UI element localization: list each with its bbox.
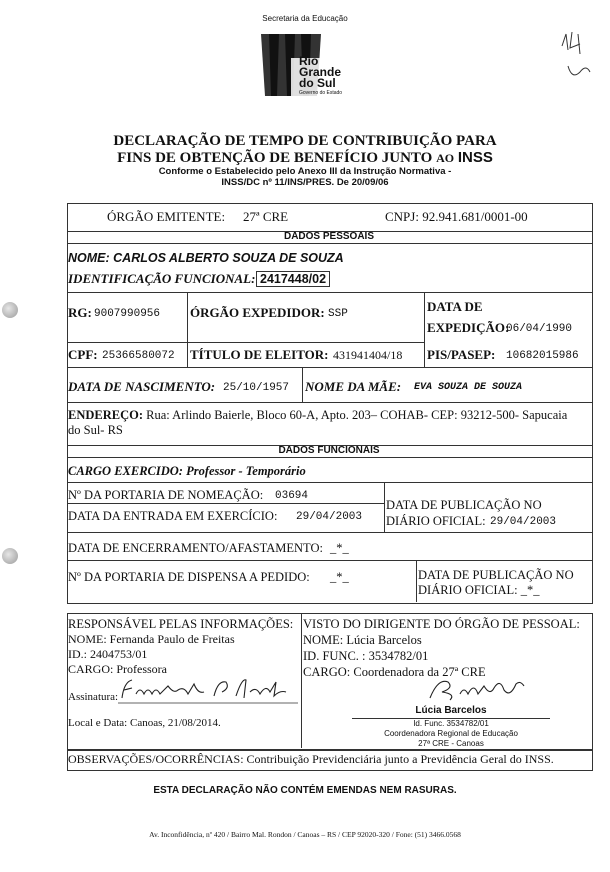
pis-pasep-value: 10682015986 <box>506 350 579 362</box>
endereco-label: ENDEREÇO: <box>68 408 144 422</box>
subtitle-line-2: INSS/DC nº 11/INS/PRES. De 20/09/06 <box>221 177 389 188</box>
dados-pessoais-heading: DADOS PESSOAIS <box>283 231 375 242</box>
pis-pasep-label: PIS/PASEP: <box>427 347 496 362</box>
entrada-exercicio-label: DATA DA ENTRADA EM EXERCÍCIO: <box>68 509 278 523</box>
observacoes-text: OBSERVAÇÕES/OCORRÊNCIAS: Contribuição Previdenciária junto a Previdência Geral do INSS. <box>68 752 554 766</box>
data-nascimento-value: 25/10/1957 <box>223 382 290 394</box>
logo-text-do-sul: do Sul <box>299 76 336 90</box>
nome-mae-value: EVA SOUZA DE SOUZA <box>414 382 523 393</box>
rio-grande-do-sul-logo <box>255 30 365 100</box>
responsavel-signature <box>118 672 298 706</box>
endereco-value: Rua: Arlindo Baierle, Bloco 60-A, Apto. 203– COHAB- CEP: 93212-500- Sapucaia <box>146 408 568 422</box>
punch-hole-bottom <box>2 548 18 564</box>
expedicao-label: EXPEDIÇÃO: <box>427 320 510 335</box>
responsavel-assinatura-label: Assinatura: <box>68 691 119 703</box>
rg-value: 9007990956 <box>94 308 161 320</box>
title-line-2 <box>60 149 550 167</box>
identificacao-value: 2417448/02 <box>256 271 330 287</box>
orgao-expedidor-value: SSP <box>328 308 348 320</box>
encerramento-label: DATA DE ENCERRAMENTO/AFASTAMENTO: <box>68 541 323 555</box>
portaria-nomeacao-value: 03694 <box>275 490 309 502</box>
rg-label: RG: <box>68 305 92 320</box>
stamp-cre: 27ª CRE - Canoas <box>418 739 484 748</box>
responsavel-cargo: CARGO: Professora <box>68 662 167 676</box>
punch-hole-top <box>2 302 18 318</box>
publicacao2-value: _*_ <box>520 583 540 597</box>
orgao-expedidor-label: ÓRGÃO EXPEDIDOR: <box>190 305 325 320</box>
publicacao-label-1: DATA DE PUBLICAÇÃO NO <box>386 498 542 512</box>
titulo-eleitor-value: 431941404/18 <box>333 348 403 362</box>
publicacao-label-2: DIÁRIO OFICIAL: <box>386 514 486 528</box>
logo-text-rio: Rio <box>299 54 319 68</box>
footer-address: Av. Inconfidência, nº 420 / Bairro Mal. Rondon / Canoas – RS / CEP 92020-320 / Fone: (51) 3466.0568 <box>149 830 461 839</box>
cpf-value: 25366580072 <box>102 350 175 362</box>
data-de-label: DATA DE <box>427 299 483 314</box>
visto-signature <box>420 672 530 706</box>
visto-title: VISTO DO DIRIGENTE DO ÓRGÃO DE PESSOAL: <box>303 617 580 631</box>
orgao-emitente-label: ÓRGÃO EMITENTE: <box>107 209 226 224</box>
logo-text-governo: Governo do Estado <box>299 90 343 96</box>
dados-funcionais-heading: DADOS FUNCIONAIS <box>278 445 380 456</box>
endereco-line-1 <box>68 408 567 422</box>
responsavel-nome: NOME: Fernanda Paulo de Freitas <box>68 632 235 646</box>
portaria-nomeacao-label: Nº DA PORTARIA DE NOMEAÇÃO: <box>68 488 264 502</box>
title-line-2-inss: INSS <box>457 149 493 166</box>
stamp-id: Id. Func. 3534782/01 <box>413 719 489 728</box>
expedicao-value: 06/04/1990 <box>506 323 573 335</box>
publicacao-value: 29/04/2003 <box>490 516 557 528</box>
secretaria-label: Secretaria da Educação <box>262 14 348 23</box>
title-line-2-text: FINS DE OBTENÇÃO DE BENEFÍCIO JUNTO <box>117 150 433 166</box>
cpf-label: CPF: <box>68 347 98 362</box>
identificacao-label: IDENTIFICAÇÃO FUNCIONAL: <box>68 271 256 286</box>
dispensa-label: Nº DA PORTARIA DE DISPENSA A PEDIDO: <box>68 570 310 584</box>
handwritten-page-mark <box>558 28 598 88</box>
titulo-eleitor-label: TÍTULO DE ELEITOR: <box>190 347 329 362</box>
logo-text-grande: Grande <box>299 65 342 79</box>
declaration-notice: ESTA DECLARAÇÃO NÃO CONTÉM EMENDAS NEM RASURAS. <box>153 785 457 796</box>
title-line-2-ao: AO <box>436 151 455 165</box>
responsavel-local-data: Local e Data: Canoas, 21/08/2014. <box>68 717 221 729</box>
nome-mae-label: NOME DA MÃE: <box>305 379 402 394</box>
endereco-line-2: do Sul- RS <box>68 423 123 437</box>
visto-nome: NOME: Lúcia Barcelos <box>303 633 422 647</box>
visto-id: ID. FUNC. : 3534782/01 <box>303 649 429 663</box>
cargo-exercido: CARGO EXERCIDO: Professor - Temporário <box>68 464 306 478</box>
orgao-emitente-value: 27ª CRE <box>243 209 289 224</box>
publicacao2-label-2 <box>418 583 540 597</box>
visto-cargo: CARGO: Coordenadora da 27ª CRE <box>303 665 486 679</box>
subtitle-line-1: Conforme o Estabelecido pelo Anexo III da Instrução Normativa - <box>158 166 452 177</box>
entrada-exercicio-value: 29/04/2003 <box>296 511 363 523</box>
stamp-role: Coordenadora Regional de Educação <box>384 729 518 738</box>
nome-field: NOME: CARLOS ALBERTO SOUZA DE SOUZA <box>68 251 344 265</box>
cnpj: CNPJ: 92.941.681/0001-00 <box>385 209 528 224</box>
dispensa-value: _*_ <box>330 570 349 584</box>
encerramento-value: _*_ <box>330 541 349 555</box>
title-line-1: DECLARAÇÃO DE TEMPO DE CONTRIBUIÇÃO PARA <box>113 133 497 149</box>
responsavel-id: ID.: 2404753/01 <box>68 647 148 661</box>
responsavel-title: RESPONSÁVEL PELAS INFORMAÇÕES: <box>68 617 294 631</box>
publicacao2-label-2-text: DIÁRIO OFICIAL: <box>418 583 518 597</box>
data-nascimento-label: DATA DE NASCIMENTO: <box>68 379 216 394</box>
publicacao2-label-1: DATA DE PUBLICAÇÃO NO <box>418 568 574 582</box>
stamp-name: Lúcia Barcelos <box>415 705 487 716</box>
